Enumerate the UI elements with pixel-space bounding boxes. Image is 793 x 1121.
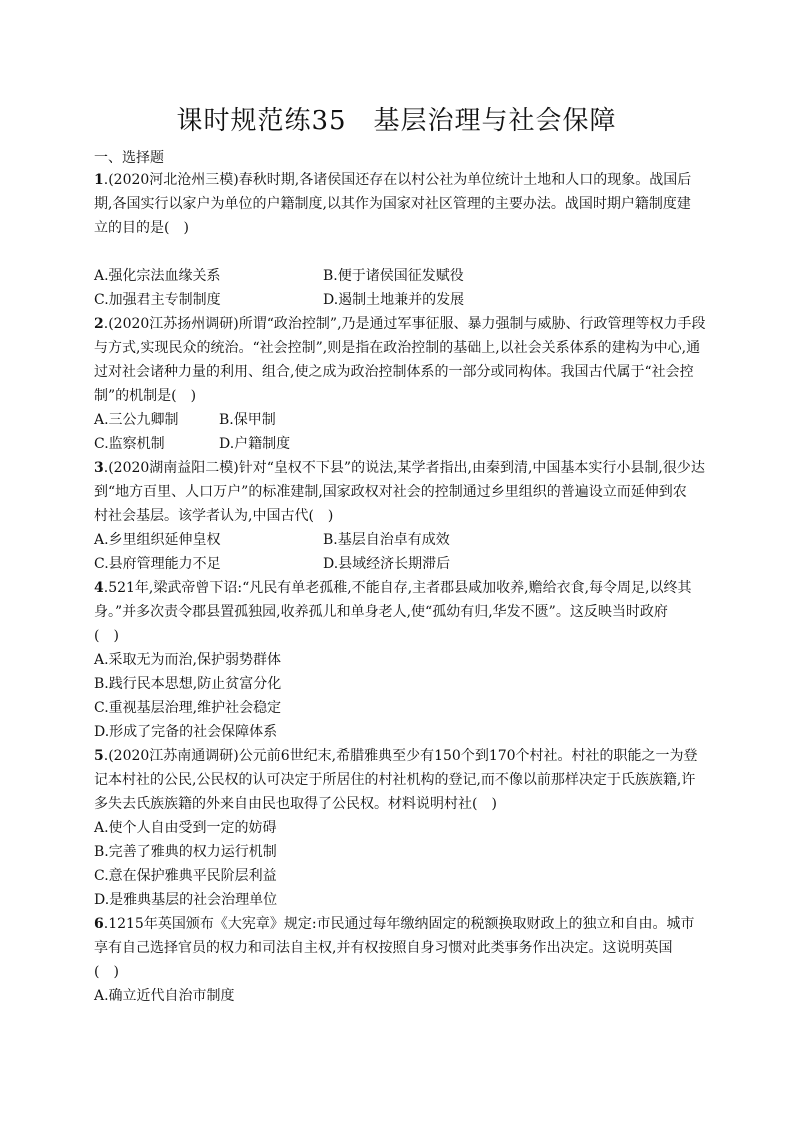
question-3-line-2: 到“地方百里、人口万户”的标准建制,国家政权对社会的控制通过乡里组织的普遍设立而延伸到农 (94, 484, 687, 500)
question-6-line-2: 享有自己选择官员的权力和司法自主权,并有权按照自身习惯对此类事务作出决定。这说明英国 (94, 940, 673, 956)
question-5-line-2: 记本村社的公民,公民权的认可决定于所居住的村社机构的登记,而不像以前那样决定于氏族族籍,许 (94, 772, 696, 788)
question-2-number: 2 (94, 316, 104, 332)
question-3-number: 3 (94, 460, 104, 476)
question-5-option-b: B.完善了雅典的权力运行机制 (94, 844, 277, 860)
question-2-line-3: 过对社会诸种力量的利用、组合,使之成为政治控制体系的一部分或同构体。我国古代属于“社会控 (94, 364, 694, 380)
question-1-line-1: 1.(2020河北沧州三模)春秋时期,各诸侯国还存在以村公社为单位统计土地和人口的现象。战国后 (94, 172, 692, 188)
question-2-option-a: A.三公九卿制 (94, 412, 179, 428)
question-6-number: 6 (94, 916, 104, 932)
question-6-option-a: A.确立近代自治市制度 (94, 988, 235, 1004)
question-4-line-1: 4.521年,梁武帝曾下诏:“凡民有单老孤稚,不能自存,主者郡县咸加收养,赡给衣食,每令周足,以终其 (94, 580, 692, 596)
question-2-option-d: D.户籍制度 (219, 436, 291, 452)
question-3-option-a: A.乡里组织延伸皇权 (94, 532, 221, 548)
question-5-line-3: 多失去氏族族籍的外来自由民也取得了公民权。材料说明村社( ) (94, 796, 497, 812)
section-heading: 一、选择题 (94, 150, 164, 166)
question-3-option-b: B.基层自治卓有成效 (323, 532, 450, 548)
question-1-line-3: 立的目的是( ) (94, 220, 189, 236)
question-3-line-1: 3.(2020湖南益阳二模)针对“皇权不下县”的说法,某学者指出,由秦到清,中国基本实行小县制,很少达 (94, 460, 705, 476)
question-4-number: 4 (94, 580, 104, 596)
question-4-option-a: A.采取无为而治,保护弱势群体 (94, 652, 282, 668)
question-5-option-c: C.意在保护雅典平民阶层利益 (94, 868, 277, 884)
question-6-line-1: 6.1215年英国颁布《大宪章》规定:市民通过每年缴纳固定的税额换取财政上的独立和自由。城市 (94, 916, 695, 932)
question-3-option-c: C.县府管理能力不足 (94, 556, 221, 572)
question-4-option-c: C.重视基层治理,维护社会稳定 (94, 700, 282, 716)
question-1-line-2: 期,各国实行以家户为单位的户籍制度,以其作为国家对社区管理的主要办法。战国时期户籍制度建 (94, 196, 691, 212)
question-1-number: 1 (94, 172, 104, 188)
question-1-option-b: B.便于诸侯国征发赋役 (323, 268, 464, 284)
question-5-line-1: 5.(2020江苏南通调研)公元前6世纪末,希腊雅典至少有150个到170个村社。村社的职能之一为登 (94, 748, 698, 764)
question-1-option-d: D.遏制土地兼并的发展 (323, 292, 465, 308)
question-4-option-b: B.践行民本思想,防止贫富分化 (94, 676, 282, 692)
question-3-option-d: D.县域经济长期滞后 (323, 556, 451, 572)
question-2-option-c: C.监察机制 (94, 436, 165, 452)
question-5-number: 5 (94, 748, 104, 764)
question-5-option-a: A.使个人自由受到一定的妨碍 (94, 820, 277, 836)
question-3-line-3: 村社会基层。该学者认为,中国古代( ) (94, 508, 334, 524)
question-4-option-d: D.形成了完备的社会保障体系 (94, 724, 278, 740)
question-1-option-a: A.强化宗法血缘关系 (94, 268, 221, 284)
question-2-line-2: 与方式,实现民众的统治。“社会控制”,则是指在政治控制的基础上,以社会关系体系的建构为中心,通 (94, 340, 701, 356)
question-2-option-b: B.保甲制 (219, 412, 276, 428)
question-5-option-d: D.是雅典基层的社会治理单位 (94, 892, 278, 908)
question-4-line-3: ( ) (94, 628, 119, 644)
question-1-option-c: C.加强君主专制制度 (94, 292, 221, 308)
question-4-line-2: 身。”并多次责令郡县置孤独园,收养孤儿和单身老人,使“孤幼有归,华发不匮”。这反映当时政府 (94, 604, 668, 620)
question-2-line-1: 2.(2020江苏扬州调研)所谓“政治控制”,乃是通过军事征服、暴力强制与威胁、行政管理等权力手段 (94, 316, 706, 332)
question-2-line-4: 制”的机制是( ) (94, 388, 197, 404)
page-title: 课时规范练35 基层治理与社会保障 (176, 106, 617, 136)
question-6-line-3: ( ) (94, 964, 119, 980)
